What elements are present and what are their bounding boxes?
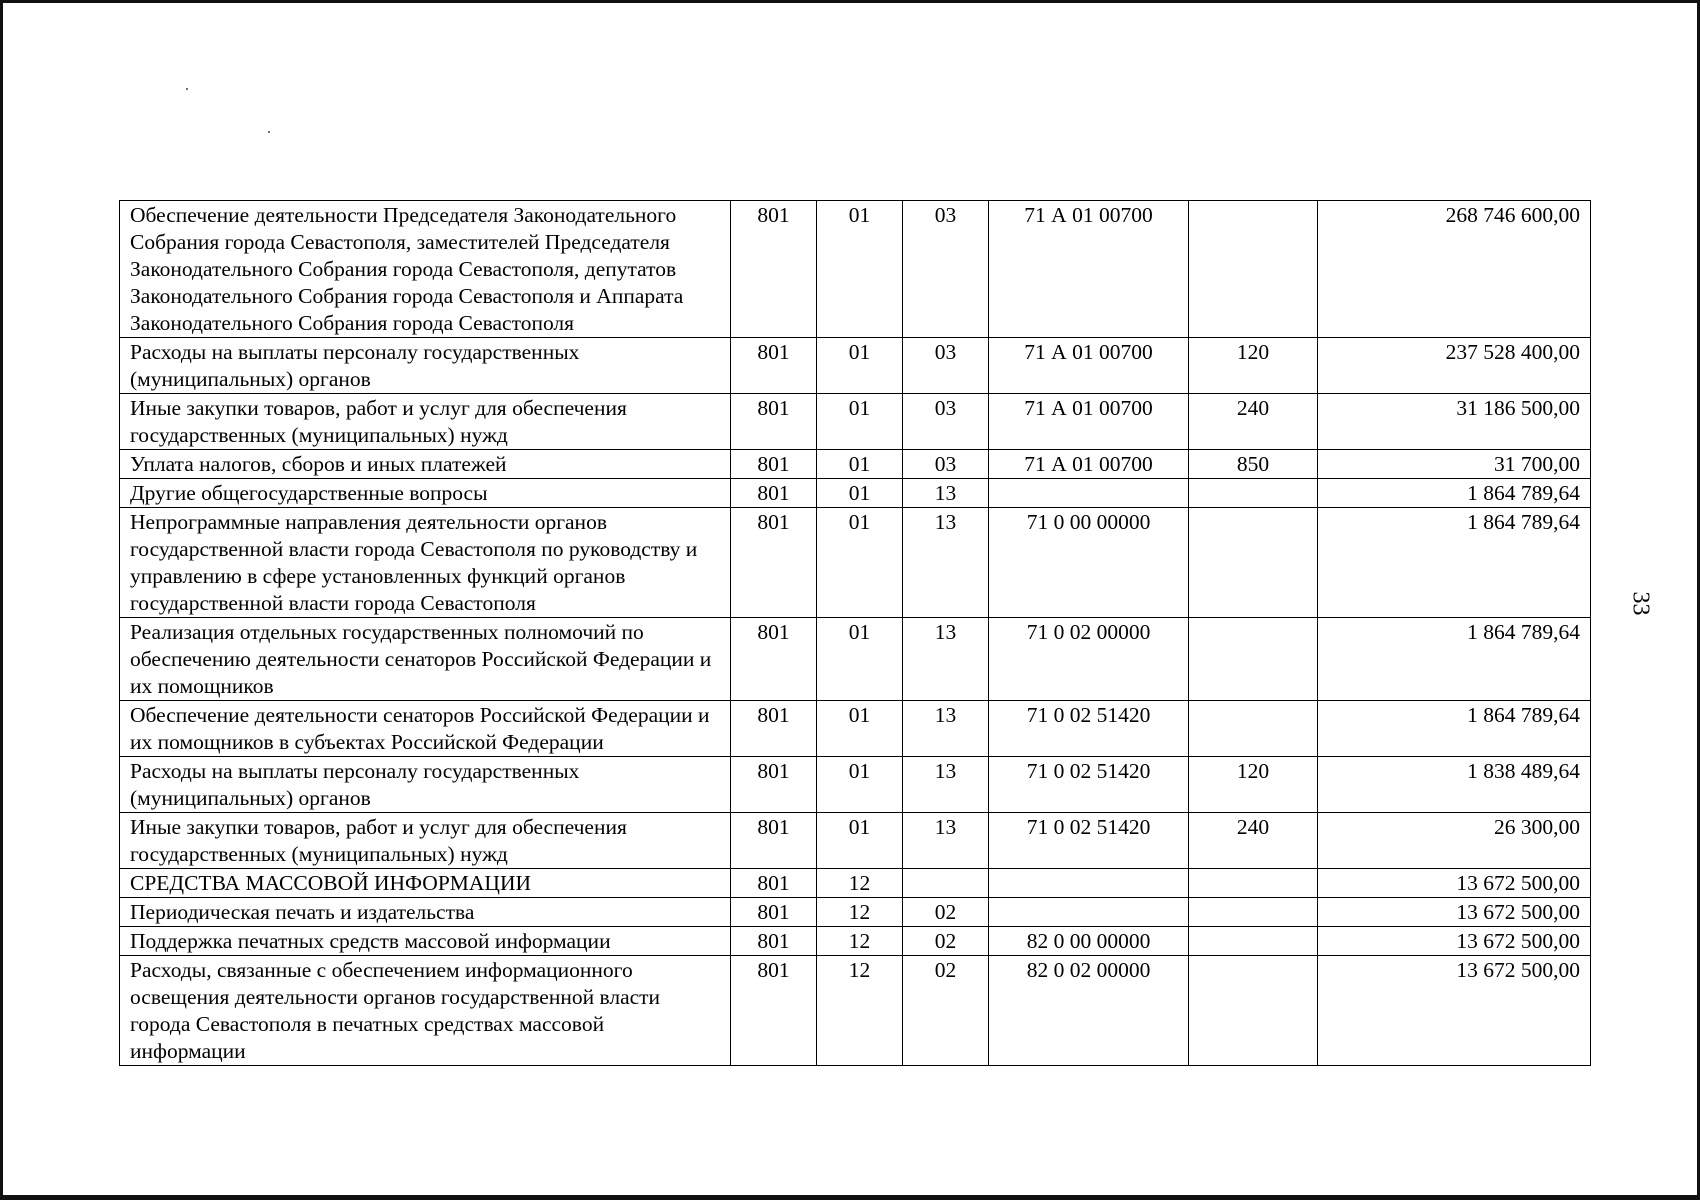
- table-row: [120, 757, 1591, 813]
- cell-target-article: 71 0 02 00000: [989, 618, 1189, 701]
- cell-ministry-code: 801: [731, 927, 817, 956]
- table-body: [120, 201, 1591, 1066]
- cell-subsection-code: 13: [903, 508, 989, 618]
- cell-expense-type: [1189, 201, 1318, 338]
- cell-ministry-code: 801: [731, 450, 817, 479]
- cell-expense-type: 240: [1189, 394, 1318, 450]
- table-row: [120, 479, 1591, 508]
- cell-expense-type: [1189, 898, 1318, 927]
- cell-name: Расходы на выплаты персоналу государственных (муниципальных) органов: [120, 338, 731, 394]
- cell-section-code: 01: [817, 201, 903, 338]
- cell-subsection-code: 02: [903, 956, 989, 1066]
- cell-name: Расходы на выплаты персоналу государственных (муниципальных) органов: [120, 757, 731, 813]
- table-row: [120, 508, 1591, 618]
- cell-expense-type: 120: [1189, 757, 1318, 813]
- cell-amount: 1 838 489,64: [1318, 757, 1591, 813]
- cell-name: Реализация отдельных государственных полномочий по обеспечению деятельности сенаторов Российской Федерации и их помощников: [120, 618, 731, 701]
- cell-expense-type: 850: [1189, 450, 1318, 479]
- cell-amount: 1 864 789,64: [1318, 618, 1591, 701]
- cell-expense-type: [1189, 927, 1318, 956]
- cell-ministry-code: 801: [731, 394, 817, 450]
- cell-section-code: 01: [817, 479, 903, 508]
- cell-section-code: 01: [817, 338, 903, 394]
- cell-expense-type: [1189, 701, 1318, 757]
- cell-expense-type: [1189, 956, 1318, 1066]
- cell-amount: 1 864 789,64: [1318, 508, 1591, 618]
- cell-ministry-code: 801: [731, 338, 817, 394]
- table-row: [120, 618, 1591, 701]
- cell-name: Обеспечение деятельности Председателя Законодательного Собрания города Севастополя, заместителей Председателя Законодательного Собрания города Севастополя, депутатов Законодательного Собрания города Севастополя и Аппарата Законодательного Собрания города Севастополя: [120, 201, 731, 338]
- cell-expense-type: [1189, 479, 1318, 508]
- table-row: [120, 869, 1591, 898]
- cell-target-article: 71 А 01 00700: [989, 394, 1189, 450]
- table-row: [120, 338, 1591, 394]
- cell-amount: 26 300,00: [1318, 813, 1591, 869]
- table-row: [120, 394, 1591, 450]
- cell-amount: 1 864 789,64: [1318, 479, 1591, 508]
- cell-ministry-code: 801: [731, 618, 817, 701]
- cell-subsection-code: 03: [903, 394, 989, 450]
- cell-section-code: 01: [817, 450, 903, 479]
- cell-ministry-code: 801: [731, 869, 817, 898]
- cell-section-code: 01: [817, 701, 903, 757]
- cell-ministry-code: 801: [731, 479, 817, 508]
- cell-target-article: 71 0 02 51420: [989, 701, 1189, 757]
- cell-subsection-code: 13: [903, 813, 989, 869]
- cell-amount: 13 672 500,00: [1318, 869, 1591, 898]
- cell-ministry-code: 801: [731, 701, 817, 757]
- cell-amount: 268 746 600,00: [1318, 201, 1591, 338]
- cell-target-article: [989, 869, 1189, 898]
- cell-subsection-code: 02: [903, 927, 989, 956]
- table-row: [120, 201, 1591, 338]
- scan-speck: [186, 88, 188, 90]
- cell-section-code: 12: [817, 927, 903, 956]
- scan-border-left: [0, 0, 3, 1200]
- cell-target-article: 82 0 02 00000: [989, 956, 1189, 1066]
- table-row: [120, 450, 1591, 479]
- cell-section-code: 01: [817, 394, 903, 450]
- cell-name: СРЕДСТВА МАССОВОЙ ИНФОРМАЦИИ: [120, 869, 731, 898]
- cell-target-article: [989, 479, 1189, 508]
- cell-amount: 13 672 500,00: [1318, 956, 1591, 1066]
- scan-border-top: [0, 0, 1700, 3]
- cell-target-article: 71 0 02 51420: [989, 757, 1189, 813]
- cell-amount: 13 672 500,00: [1318, 927, 1591, 956]
- cell-ministry-code: 801: [731, 201, 817, 338]
- cell-ministry-code: 801: [731, 956, 817, 1066]
- cell-amount: 31 700,00: [1318, 450, 1591, 479]
- cell-subsection-code: [903, 869, 989, 898]
- cell-ministry-code: 801: [731, 898, 817, 927]
- cell-amount: 13 672 500,00: [1318, 898, 1591, 927]
- table-row: [120, 701, 1591, 757]
- cell-target-article: [989, 898, 1189, 927]
- cell-target-article: 71 А 01 00700: [989, 201, 1189, 338]
- cell-name: Уплата налогов, сборов и иных платежей: [120, 450, 731, 479]
- cell-amount: 31 186 500,00: [1318, 394, 1591, 450]
- cell-expense-type: [1189, 508, 1318, 618]
- cell-name: Другие общегосударственные вопросы: [120, 479, 731, 508]
- table-row: [120, 956, 1591, 1066]
- cell-target-article: 71 0 00 00000: [989, 508, 1189, 618]
- cell-name: Периодическая печать и издательства: [120, 898, 731, 927]
- cell-subsection-code: 13: [903, 479, 989, 508]
- cell-section-code: 01: [817, 813, 903, 869]
- cell-name: Поддержка печатных средств массовой информации: [120, 927, 731, 956]
- cell-subsection-code: 03: [903, 201, 989, 338]
- cell-section-code: 12: [817, 956, 903, 1066]
- cell-subsection-code: 13: [903, 701, 989, 757]
- cell-name: Иные закупки товаров, работ и услуг для обеспечения государственных (муниципальных) нужд: [120, 394, 731, 450]
- table-row: [120, 927, 1591, 956]
- cell-name: Обеспечение деятельности сенаторов Российской Федерации и их помощников в субъектах Российской Федерации: [120, 701, 731, 757]
- scan-border-bottom: [0, 1195, 1700, 1200]
- cell-amount: 237 528 400,00: [1318, 338, 1591, 394]
- cell-name: Расходы, связанные с обеспечением информационного освещения деятельности органов государственной власти города Севастополя в печатных средствах массовой информации: [120, 956, 731, 1066]
- cell-subsection-code: 03: [903, 338, 989, 394]
- cell-expense-type: 120: [1189, 338, 1318, 394]
- budget-table: [119, 200, 1591, 1066]
- page-number: 33: [1627, 591, 1654, 616]
- cell-amount: 1 864 789,64: [1318, 701, 1591, 757]
- cell-section-code: 12: [817, 898, 903, 927]
- cell-subsection-code: 13: [903, 618, 989, 701]
- cell-subsection-code: 02: [903, 898, 989, 927]
- cell-target-article: 71 0 02 51420: [989, 813, 1189, 869]
- cell-section-code: 01: [817, 757, 903, 813]
- cell-expense-type: [1189, 869, 1318, 898]
- cell-expense-type: [1189, 618, 1318, 701]
- scan-speck: [268, 131, 270, 133]
- cell-target-article: 71 А 01 00700: [989, 450, 1189, 479]
- table-row: [120, 813, 1591, 869]
- cell-subsection-code: 13: [903, 757, 989, 813]
- cell-ministry-code: 801: [731, 508, 817, 618]
- cell-ministry-code: 801: [731, 813, 817, 869]
- cell-target-article: 71 А 01 00700: [989, 338, 1189, 394]
- cell-name: Иные закупки товаров, работ и услуг для обеспечения государственных (муниципальных) нужд: [120, 813, 731, 869]
- cell-section-code: 01: [817, 508, 903, 618]
- cell-expense-type: 240: [1189, 813, 1318, 869]
- cell-section-code: 12: [817, 869, 903, 898]
- table-row: [120, 898, 1591, 927]
- cell-name: Непрограммные направления деятельности органов государственной власти города Севастополя по руководству и управлению в сфере установленных функций органов государственной власти города Севастополя: [120, 508, 731, 618]
- cell-section-code: 01: [817, 618, 903, 701]
- cell-ministry-code: 801: [731, 757, 817, 813]
- cell-target-article: 82 0 00 00000: [989, 927, 1189, 956]
- cell-subsection-code: 03: [903, 450, 989, 479]
